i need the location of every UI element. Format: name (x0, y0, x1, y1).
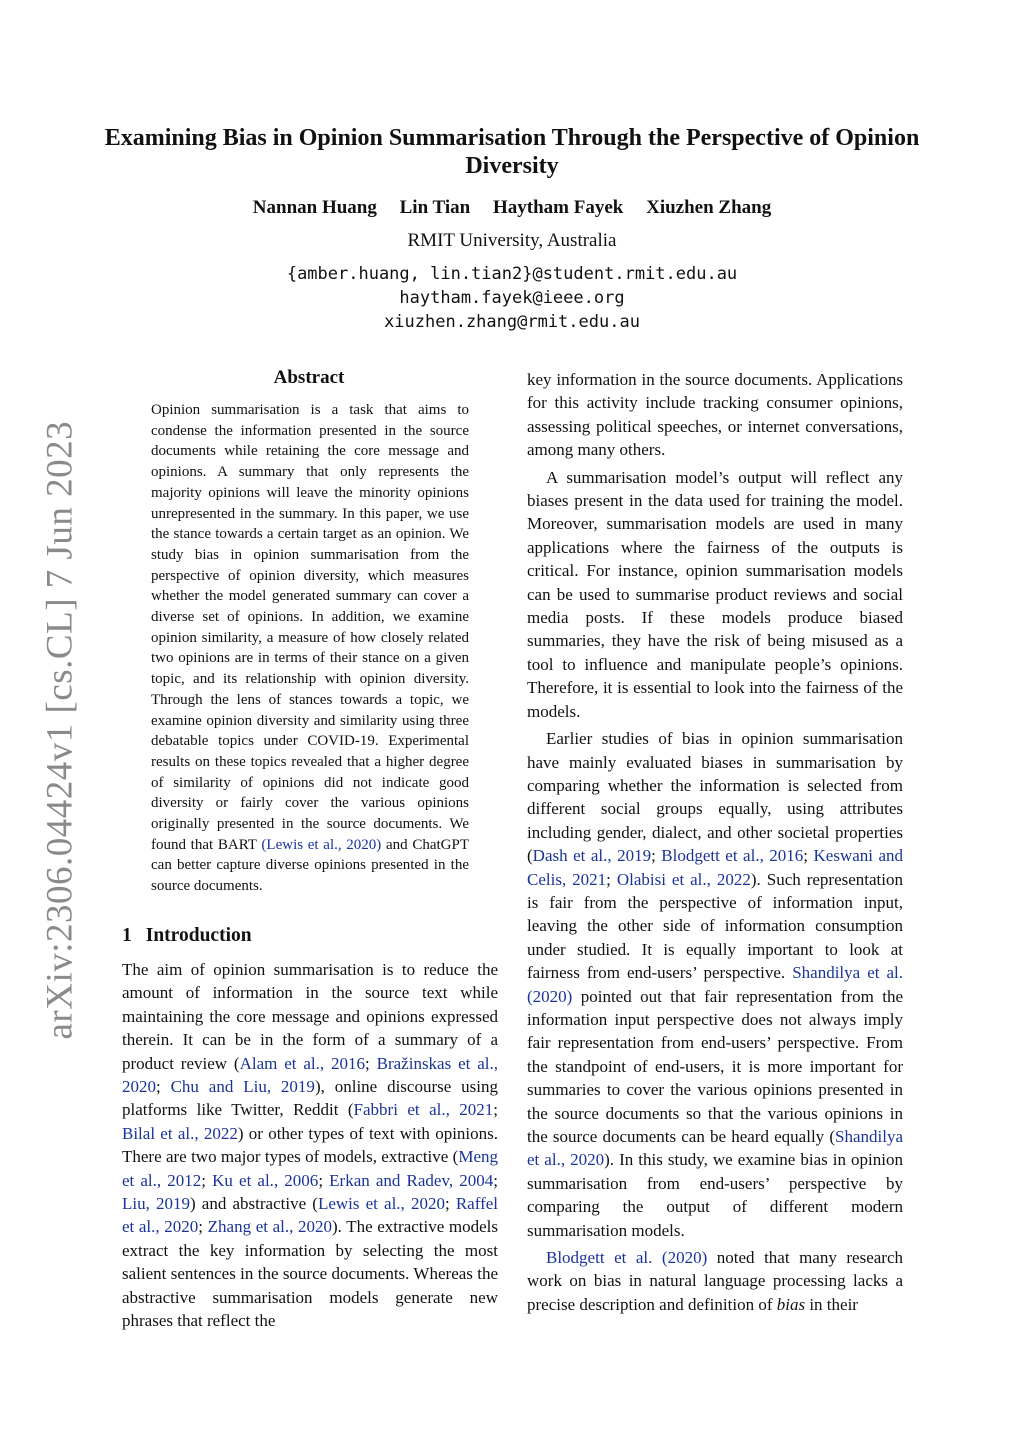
citation-link[interactable]: Erkan and Radev, 2004 (329, 1170, 494, 1190)
body-text: key information in the source documents. Applications for this activity include tracking consumer opinions, assessing political speeches, or internet conversations, among many others. (527, 370, 903, 460)
section-number: 1 (122, 925, 132, 946)
body-text: ) and abstractive ( (190, 1194, 318, 1214)
affiliation: RMIT University, Australia (407, 230, 617, 251)
body-text: ). Such representation is fair from the perspective of information input, leaving the other side of information consumption under studied. It is equally important to look at fairness from end-users’ perspective. (527, 869, 903, 983)
body-text: ; (803, 846, 814, 866)
body-text: ; (493, 1100, 499, 1120)
citation-link[interactable]: Olabisi et al., 2022 (616, 869, 751, 889)
citation-link[interactable]: Lewis et al., 2020 (317, 1194, 445, 1214)
body-text: ; (318, 1170, 330, 1190)
section-heading (122, 925, 252, 947)
email-line: xiuzhen.zhang@rmit.edu.au (384, 312, 640, 332)
citation-link[interactable]: Bilal et al., 2022 (122, 1123, 238, 1143)
body-text: The aim of opinion summarisation is to reduce the amount of information in the source text while maintaining the core message and opinions expressed therein. It can be in the form of a summary of a product review ( (122, 960, 498, 1073)
abstract-body (151, 400, 469, 897)
body-text: ; (606, 869, 617, 889)
citation-link[interactable]: Alam et al., 2016 (239, 1053, 366, 1073)
citation-link[interactable]: Dash et al., 2019 (532, 846, 652, 866)
body-text: ). The extractive models extract the key information by selecting the most salient sentences in the source documents. Whereas the abstractive summarisation models generate new phrases that reflect the (122, 1217, 499, 1331)
citation-link[interactable]: Zhang et al., 2020 (207, 1217, 332, 1237)
citation-link[interactable]: Blodgett et al., 2016 (661, 846, 804, 866)
body-text: ; (198, 1217, 208, 1237)
body-text: in their (805, 1294, 858, 1314)
email-line: haytham.fayek@ieee.org (399, 288, 625, 308)
body-text: ). In this study, we examine bias in opinion summarisation from end-users’ perspective by comparing the output of different modern summarisation models. (527, 1150, 904, 1240)
email-line: {amber.huang, lin.tian2}@student.rmit.edu.au (286, 264, 738, 284)
citation-link[interactable]: (Lewis et al., 2020) (261, 836, 382, 853)
intro-left-column (122, 958, 498, 1333)
body-text: ; (651, 846, 662, 866)
author-name: Haytham Fayek (492, 197, 624, 218)
body-text: ; (444, 1194, 456, 1214)
body-text: ; (365, 1053, 377, 1073)
section-title: Introduction (145, 925, 252, 946)
citation-link[interactable]: Chu and Liu, 2019 (170, 1077, 315, 1097)
email-list (0, 262, 1024, 334)
body-text: ; (493, 1170, 498, 1190)
citation-link[interactable]: Shandilya et al., 2020 (527, 1127, 903, 1170)
paragraph (527, 368, 903, 462)
citation-link[interactable]: Bražinskas et al., 2020 (122, 1053, 498, 1097)
body-text: ), online discourse using platforms like Twitter, Reddit ( (122, 1077, 498, 1120)
abstract-text-end: and ChatGPT can better capture diverse opinions presented in the source documents. (151, 836, 470, 895)
citation-link[interactable]: Blodgett et al. (2020) (546, 1248, 708, 1268)
body-text: ) or other types of text with opinions. There are two major types of models, extractive ( (122, 1123, 499, 1167)
author-name: Nannan Huang (252, 197, 377, 218)
intro-right-column (527, 368, 903, 1320)
citation-link[interactable]: Liu, 2019 (122, 1194, 190, 1214)
citation-link[interactable]: Meng et al., 2012 (122, 1147, 498, 1190)
author-list (0, 197, 1024, 219)
emphasis-text: bias (776, 1294, 806, 1314)
author-name: Lin Tian (399, 197, 471, 218)
paragraph (527, 1246, 903, 1316)
paragraph (122, 958, 498, 1333)
citation-link[interactable]: Keswani and Celis, 2021 (527, 846, 904, 889)
body-text: ; (201, 1170, 213, 1190)
author-name: Xiuzhen Zhang (646, 197, 772, 218)
abstract-text: Opinion summarisation is a task that aims to condense the information presented in the source documents while retaining the core message and opinions. A summary that only represents the majority opinions will leave the minority opinions unrepresented in the summary. In this paper, we use the stance towards a certain target as an opinion. We study bias in opinion summarisation from the perspective of opinion diversity, which measures whether the model generated summary can cover a diverse set of opinions. In addition, we examine opinion similarity, a measure of how closely related two opinions are in terms of their stance on a given topic, and its relationship with opinion diversity. Through the lens of stances towards a topic, we examine opinion diversity and similarity using three debatable topics under COVID-19. Experimental results on these topics revealed that a higher degree of similarity of opinions did not indicate good diversity or fairly cover the various opinions originally presented in the source documents. We found that BART (151, 402, 469, 853)
body-text: pointed out that fair representation from the information input perspective does not always imply fair representation from end-users’ perspective. From the standpoint of end-users, it is more important for summaries to cover the various opinions presented in the source documents so that the various opinions in the source documents can be heard equally ( (527, 986, 903, 1146)
citation-link[interactable]: Ku et al., 2006 (212, 1170, 319, 1190)
abstract-heading: Abstract (273, 367, 345, 388)
citation-link[interactable]: Fabbri et al., 2021 (353, 1100, 494, 1120)
body-text: ; (156, 1077, 171, 1097)
paragraph (527, 727, 903, 1242)
paragraph (527, 466, 903, 723)
citation-link[interactable]: Raffel et al., 2020 (122, 1194, 498, 1237)
body-text: Earlier studies of bias in opinion summarisation have mainly evaluated biases in summarisation by comparing whether the information is selected from different social groups equally, using attributes including gender, dialect, and other societal properties ( (527, 729, 903, 866)
paper-title: Examining Bias in Opinion Summarisation Through the Perspective of Opinion Diversity (104, 125, 920, 179)
body-text: noted that many research work on bias in natural language processing lacks a precise description and definition of (527, 1248, 903, 1314)
body-text: A summarisation model’s output will reflect any biases present in the data used for training the model. Moreover, summarisation models are used in many applications where the fairness of the outputs is critical. For instance, opinion summarisation models can be used to summarise product reviews and social media posts. If these models produce biased summaries, they have the risk of being misused as a tool to influence and manipulate people’s opinions. Therefore, it is essential to look into the fairness of the models. (527, 467, 903, 721)
citation-link[interactable]: Shandilya et al. (2020) (527, 963, 903, 1006)
